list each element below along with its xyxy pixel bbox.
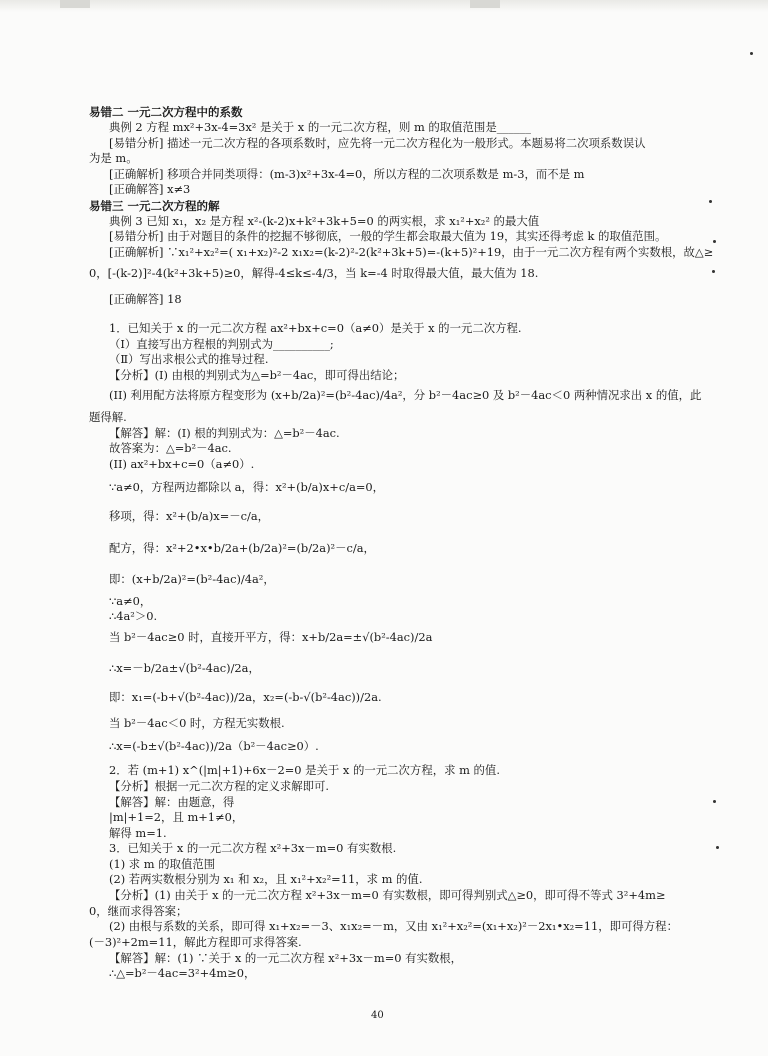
q1-step-move: 移项，得：x²+(b/a)x=－c/a， — [109, 509, 270, 523]
scan-speck — [709, 200, 712, 203]
scan-speck — [713, 240, 716, 243]
error-analysis-2-cont: 为是 m。 — [89, 151, 138, 165]
q1-part-1: （Ⅰ）直接写出方程根的判别式为__________; — [109, 337, 334, 351]
q1-step-divide: ∵a≠0，方程两边都除以 a，得：x²+(b/a)x+c/a=0， — [109, 480, 385, 494]
scan-top-edge — [0, 0, 768, 12]
section-title-error-2: 易错二 一元二次方程中的系数 — [89, 105, 243, 119]
q3-analysis-2: (2) 由根与系数的关系，即可得 x₁+x₂=－3、x₁x₂=－m，又由 x₁²+x₂²=(x₁+x₂)²－2x₁•x₂=11，即可得方程： — [109, 919, 678, 933]
example-2-line: 典例 2 方程 mx²+3x-4=3x² 是关于 x 的一元二次方程，则 m 的取值范围是______ — [109, 120, 531, 134]
q1-step-no-root: 当 b²－4ac＜0 时，方程无实数根. — [109, 716, 285, 730]
q2-analysis: 【分析】根据一元二次方程的定义求解即可. — [109, 779, 330, 793]
q3-part-1: (1) 求 m 的取值范围 — [109, 857, 216, 871]
q1-solution-1: 【解答】解：(I) 根的判别式为：△=b²－4ac. — [109, 426, 340, 440]
q1-analysis-2-cont: 题得解. — [89, 410, 127, 424]
q2-step-1: |m|+1=2，且 m+1≠0， — [109, 810, 244, 824]
q3-stem: 3．已知关于 x 的一元二次方程 x²+3x－m=0 有实数根. — [109, 841, 397, 855]
scan-speck — [712, 270, 715, 273]
correct-answer-2: [正确解答] x≠3 — [109, 182, 191, 196]
error-analysis-2: [易错分析] 描述一元二次方程的各项系数时，应先将一元二次方程化为一般形式。本题易将二次项系数误认 — [109, 136, 646, 150]
q1-solution-2: (II) ax²+bx+c=0（a≠0）. — [109, 457, 255, 471]
error-analysis-3: [易错分析] 由于对题目的条件的挖掘不够彻底，一般的学生都会取最大值为 19，其实还得考虑 k 的取值范围。 — [109, 229, 667, 243]
q1-analysis: 【分析】(I) 由根的判别式为△=b²－4ac，即可得出结论； — [109, 368, 405, 382]
q3-solution: 【解答】解：(1) ∵关于 x 的一元二次方程 x²+3x－m=0 有实数根， — [109, 951, 463, 965]
example-3-line: 典例 3 已知 x₁，x₂ 是方程 x²-(k-2)x+k²+3k+5=0 的两实根，求 x₁²+x₂² 的最大值 — [109, 214, 540, 228]
q2-step-2: 解得 m=1. — [109, 826, 167, 840]
scan-edge-mark — [470, 0, 500, 8]
correct-analysis-2: [正确解析] 移项合并同类项得：(m-3)x²+3x-4=0，所以方程的二次项系数是 m-3，而不是 m — [109, 167, 585, 181]
q1-step-square-form: 即：(x+b/2a)²=(b²-4ac)/4a²， — [109, 572, 275, 586]
scan-speck — [716, 846, 719, 849]
q2-stem: 2．若 (m+1) x^(|m|+1)+6x－2=0 是关于 x 的一元二次方程，求 m 的值. — [109, 763, 500, 777]
q1-step-complete-square: 配方，得：x²+2•x•b/2a+(b/2a)²=(b/2a)²－c/a， — [109, 541, 375, 555]
scan-speck — [713, 800, 716, 803]
q1-analysis-2: (II) 利用配方法将原方程变形为 (x+b/2a)²=(b²-4ac)/4a²，分 b²－4ac≥0 及 b²－4ac＜0 两种情况求出 x 的值，此 — [109, 388, 702, 402]
q1-step-roots: 即：x₁=(-b+√(b²-4ac))/2a，x₂=(-b-√(b²-4ac))/2a. — [109, 690, 382, 704]
q1-step-x: ∴x=－b/2a±√(b²-4ac)/2a， — [109, 661, 260, 675]
q1-step-a-nonzero: ∵a≠0， — [109, 594, 152, 608]
q1-answer-1: 故答案为：△=b²－4ac. — [109, 441, 232, 455]
q3-solution-step: ∴△=b²－4ac=3²+4m≥0， — [109, 966, 256, 980]
q1-stem: 1．已知关于 x 的一元二次方程 ax²+bx+c=0（a≠0）是关于 x 的一元二次方程. — [109, 321, 522, 335]
q1-step-sqrt: 当 b²－4ac≥0 时，直接开平方，得：x+b/2a=±√(b²-4ac)/2a — [109, 630, 433, 644]
q1-step-formula: ∴x=(-b±√(b²-4ac))/2a（b²－4ac≥0）. — [109, 739, 319, 753]
section-title-error-3: 易错三 一元二次方程的解 — [89, 199, 220, 213]
q1-step-4a2-positive: ∴4a²＞0. — [109, 609, 158, 623]
q3-analysis-1-cont: 0，继而求得答案； — [89, 904, 188, 918]
correct-analysis-3: [正确解析] ∵x₁²+x₂²=( x₁+x₂)²-2 x₁x₂=(k-2)²-2(k²+3k+5)=-(k+5)²+19，由于一元二次方程有两个实数根，故△≥ — [109, 245, 714, 259]
q3-part-2: (2) 若两实数根分别为 x₁ 和 x₂，且 x₁²+x₂²=11，求 m 的值. — [109, 872, 423, 886]
q3-analysis-1: 【分析】(1) 由关于 x 的一元二次方程 x²+3x－m=0 有实数根，即可得判别式△≥0，即可得不等式 3²+4m≥ — [109, 888, 666, 902]
q3-analysis-2-cont: (－3)²+2m=11，解此方程即可求得答案. — [89, 935, 302, 949]
scan-edge-mark — [60, 0, 90, 8]
q2-solution: 【解答】解：由题意，得 — [109, 795, 235, 809]
page-number: 40 — [371, 1010, 384, 1021]
correct-analysis-3-cont: 0，[-(k-2)]²-4(k²+3k+5)≥0，解得-4≤k≤-4/3，当 k=-4 时取得最大值，最大值为 18. — [89, 266, 539, 280]
correct-answer-3: [正确解答] 18 — [109, 292, 182, 306]
q1-part-2: （Ⅱ）写出求根公式的推导过程. — [109, 352, 269, 366]
scan-speck — [750, 52, 753, 55]
